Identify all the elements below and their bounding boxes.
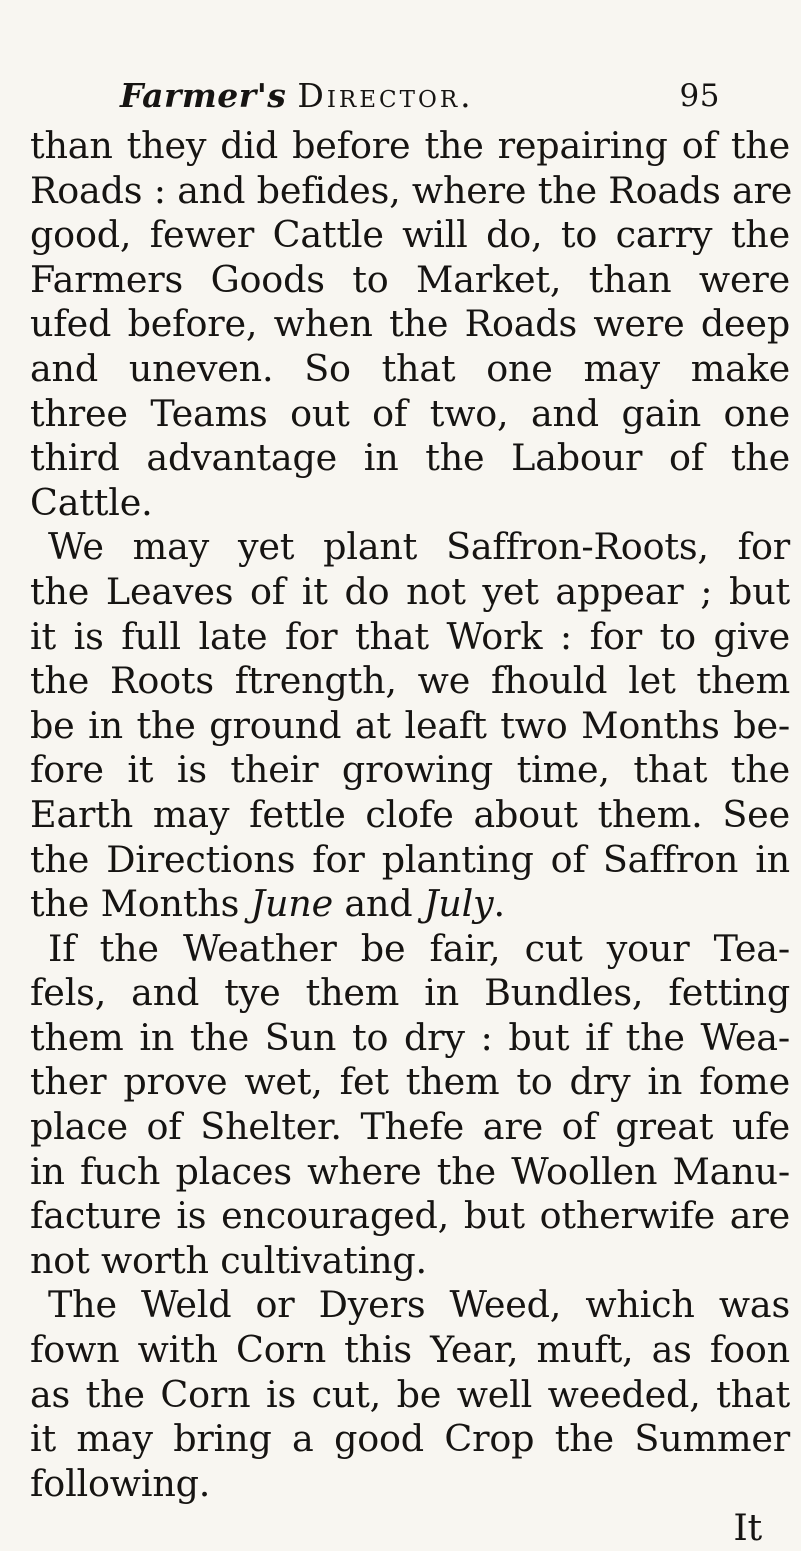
text-line: the Leaves of it do not yet appear ; but [30,569,790,613]
running-head-title-caps: Director. [297,76,474,115]
text-line: be in the ground at leaft two Months be- [30,703,790,747]
month-july: July [423,882,494,926]
catchword: It [733,1506,762,1550]
text-line: Roads : and befides, where the Roads are [30,168,793,212]
page-number: 95 [679,78,720,114]
text-line: in fuch places where the Woollen Manu- [30,1149,790,1193]
running-head-title-italic: Farmer's [120,76,287,115]
body-text [30,124,793,1551]
text-line: fels, and tye them in Bundles, fetting [30,971,790,1015]
text-line: Farmers Goods to Market, than were [30,257,790,301]
months-prefix: the Months [30,882,251,926]
text-line: it may bring a good Crop the Summer [30,1417,790,1461]
text-line: facture is encouraged, but otherwife are [30,1194,790,1238]
text-line: place of Shelter. Thefe are of great ufe [30,1105,790,1149]
text-line: the Directions for planting of Saffron in [30,837,790,881]
text-line: We may yet plant Saffron-Roots, for [48,525,790,569]
months-suffix: . [493,882,505,926]
text-line-months [30,882,790,927]
text-line: The Weld or Dyers Weed, which was [48,1283,790,1327]
text-line: fore it is their growing time, that the [30,748,790,792]
month-june: June [250,882,333,926]
text-line: and uneven. So that one may make [30,346,790,390]
text-line: as the Corn is cut, be well weeded, that [30,1372,790,1416]
text-line: the Roots ftrength, we fhould let them [30,659,790,703]
text-line: good, fewer Cattle will do, to carry the [30,213,790,257]
months-conjunction: and [333,882,424,926]
text-line: than they did before the repairing of the [30,124,790,167]
text-line: fown with Corn this Year, muft, as foon [30,1328,790,1372]
text-line: third advantage in the Labour of the [30,436,790,480]
text-line: Earth may fettle clofe about them. See [30,792,790,836]
text-line: three Teams out of two, and gain one [30,391,790,435]
text-line: ther prove wet, fet them to dry in fome [30,1060,790,1104]
text-line: If the Weather be fair, cut your Tea- [48,926,790,970]
text-line: them in the Sun to dry : but if the Wea- [30,1015,790,1059]
text-line: it is full late for that Work : for to give [30,614,790,658]
text-line: ufed before, when the Roads were deep [30,302,790,346]
text-line: Cattle. [30,480,153,524]
text-line: not worth cultivating. [30,1238,427,1282]
text-line: following. [30,1461,211,1505]
running-head [120,70,720,122]
